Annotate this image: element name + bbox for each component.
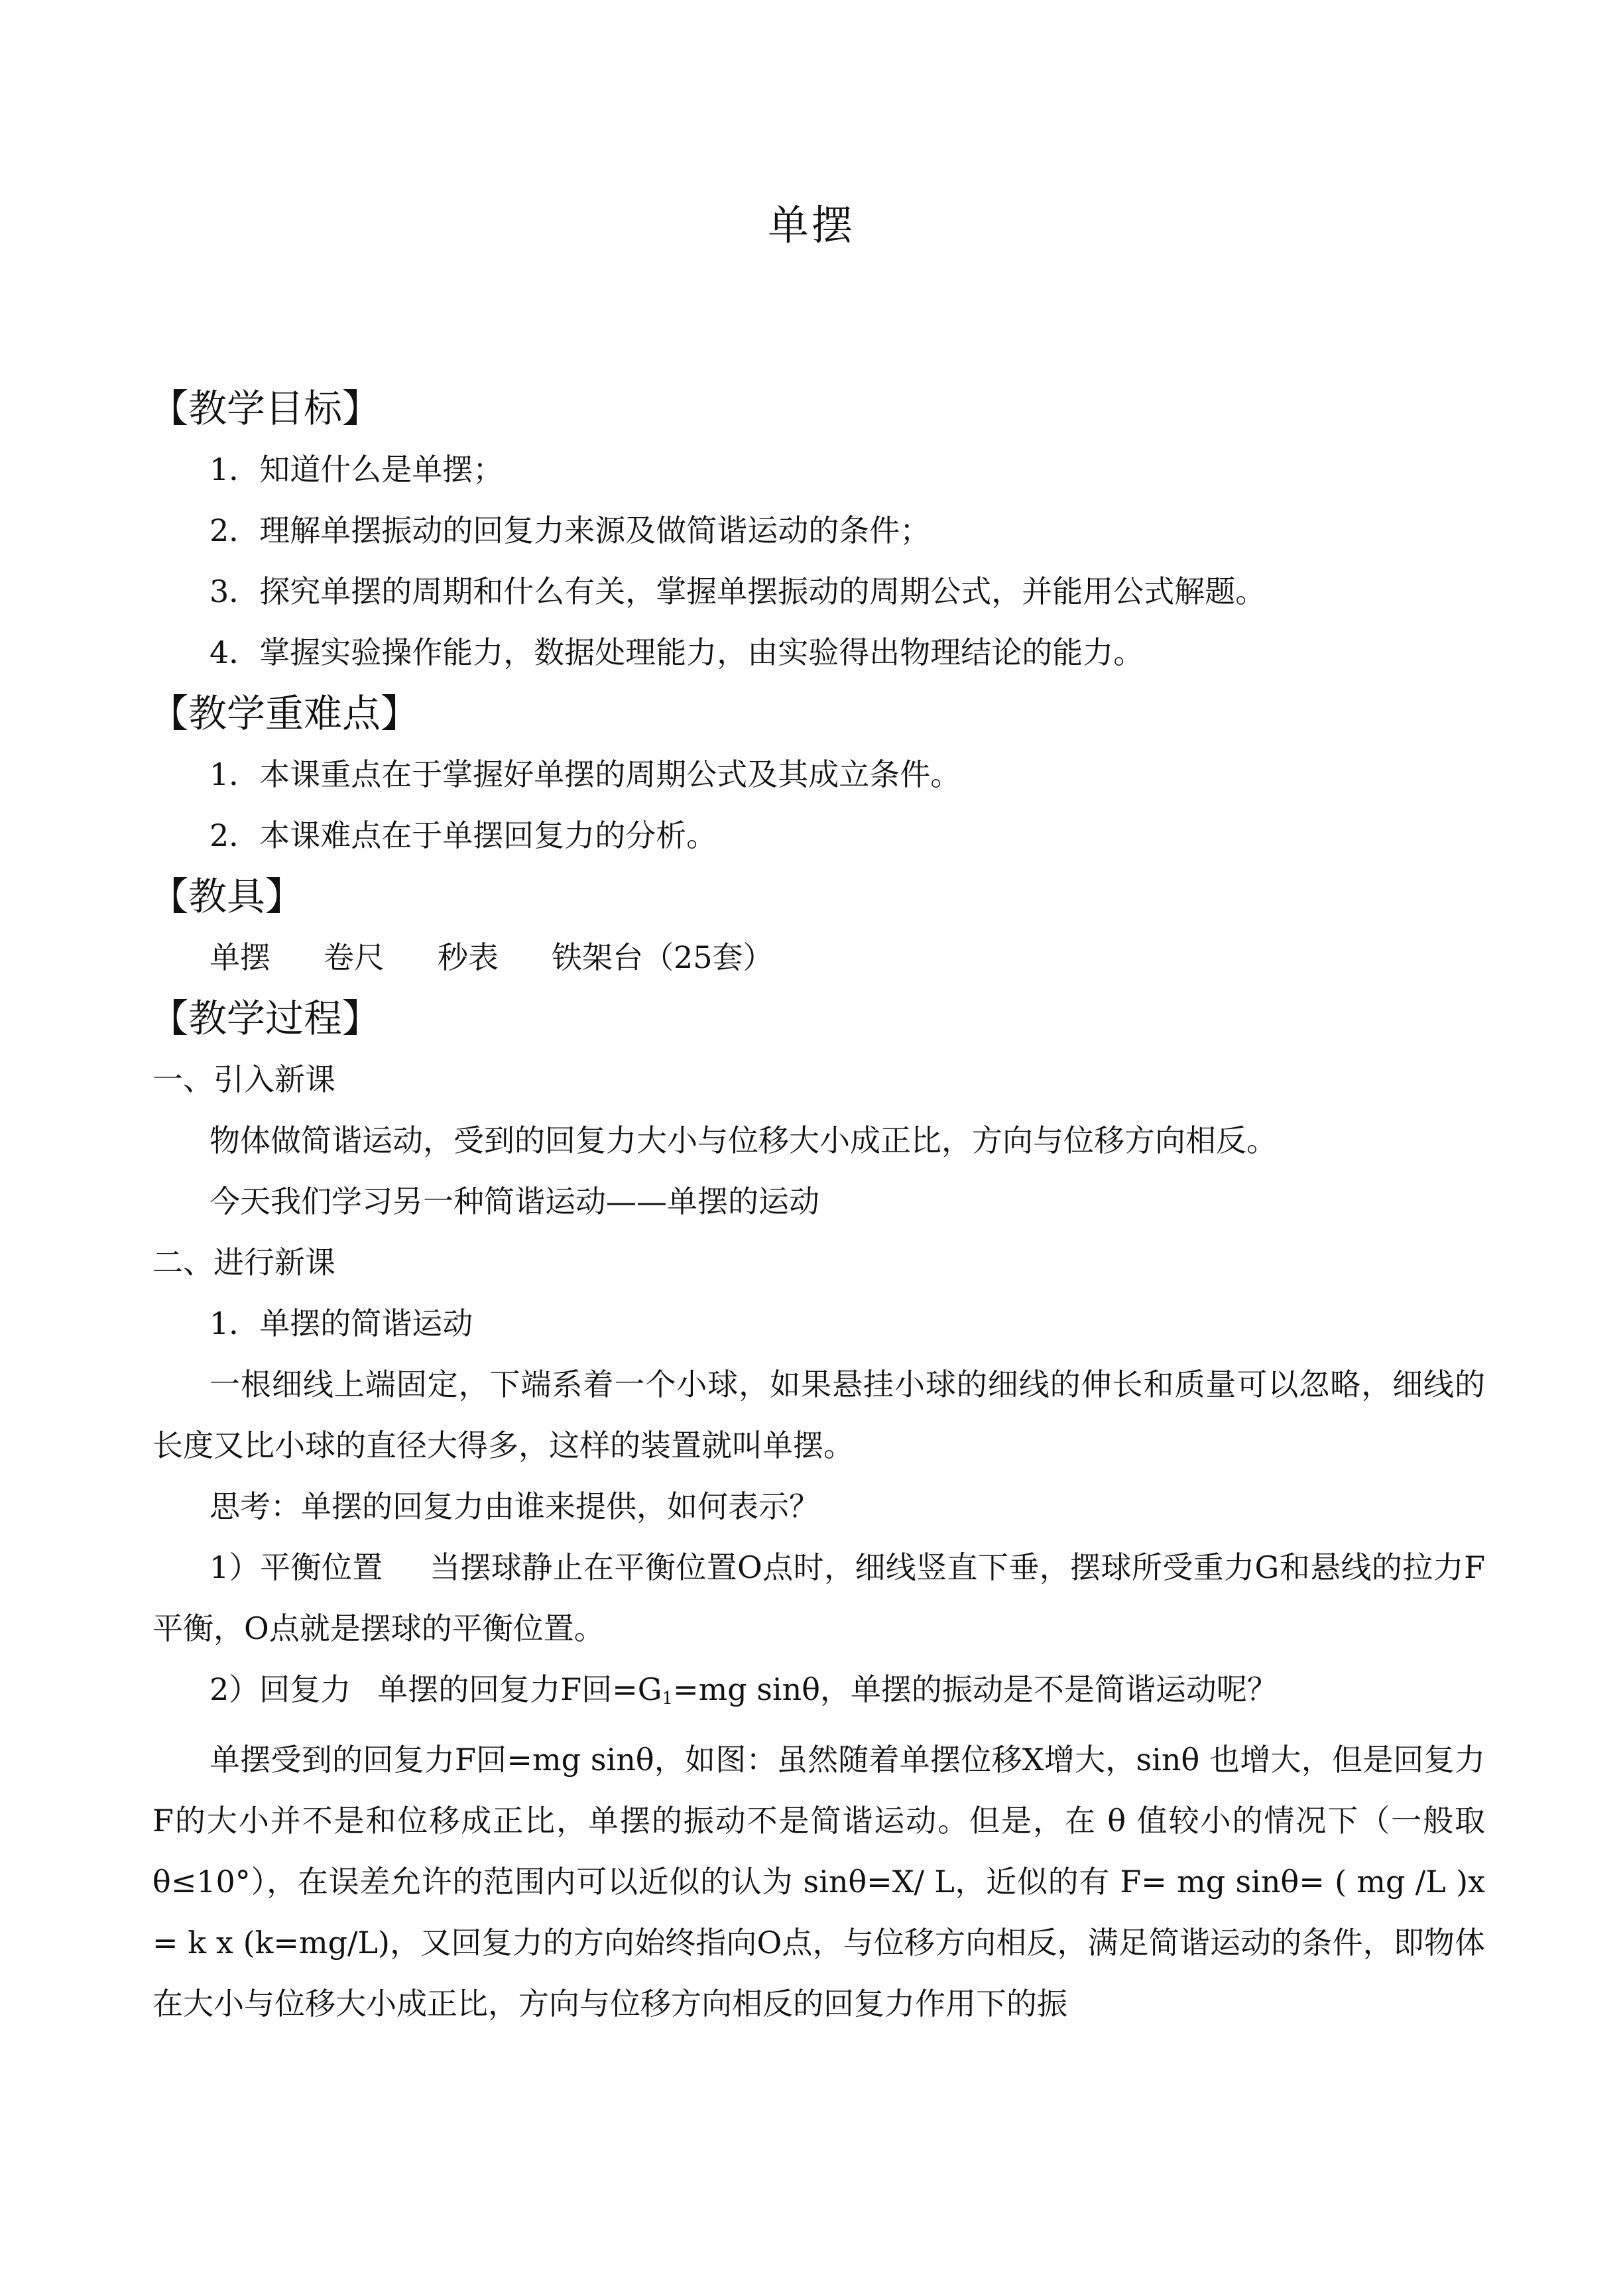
keypoints-heading: 【教学重难点】 — [150, 691, 420, 736]
goal-item: 3．探究单摆的周期和什么有关，掌握单摆振动的周期公式，并能用公式解题。 — [210, 574, 1266, 609]
analysis-paragraph: 单摆受到的回复力F回=mg sinθ，如图：虽然随着单摆位移X增大，sinθ 也增大，但是回复力F的大小并不是和位移成正比，单摆的振动不是简谐运动。但是，在 θ 值较小的情况下（一般取 θ≤10°），在误差允许的范围内可以近似的认为 sinθ=X/ L，近似的有 F= mg sinθ= ( mg /L )x = k x (k=mg/L)，又回复力的方向始终指向O点，与位移方向相反，满足简谐运动的条件，即物体在大小与位移大小成正比，方向与位移方向相反的回复力作用下的振 — [152, 1742, 1485, 2022]
restoring-line — [152, 1659, 1485, 1729]
sub1-title: 1．单摆的简谐运动 — [210, 1305, 473, 1341]
question-line: 思考：单摆的回复力由谁来提供，如何表示？ — [210, 1488, 819, 1524]
process-heading: 【教学过程】 — [150, 996, 381, 1041]
tools-heading: 【教具】 — [150, 874, 304, 919]
restoring-label: 2）回复力 — [210, 1671, 351, 1707]
keypoint-item: 1．本课重点在于掌握好单摆的周期公式及其成立条件。 — [210, 756, 961, 792]
part2-title: 二、进行新课 — [152, 1244, 335, 1280]
definition-paragraph: 一根细线上端固定，下端系着一个小球，如果悬挂小球的细线的伸长和质量可以忽略，细线的长度又比小球的直径大得多，这样的装置就叫单摆。 — [152, 1366, 1485, 1463]
goal-item: 4．掌握实验操作能力，数据处理能力，由实验得出物理结论的能力。 — [210, 634, 1144, 670]
tool-item: 铁架台（25套） — [552, 939, 774, 975]
restoring-subscript: 1 — [662, 1689, 674, 1709]
tools-list — [152, 927, 1485, 988]
part1-line: 物体做简谐运动，受到的回复力大小与位移大小成正比，方向与位移方向相反。 — [210, 1122, 1277, 1158]
tool-item: 秒表 — [438, 939, 499, 975]
restoring-post: =mg sinθ，单摆的振动是不是简谐运动呢？ — [673, 1671, 1278, 1707]
balance-paragraph — [152, 1537, 1485, 1659]
goal-item: 1．知道什么是单摆； — [210, 452, 504, 487]
tool-item: 单摆 — [210, 939, 270, 975]
document-body — [152, 378, 1485, 2034]
restoring-pre: 单摆的回复力F回=G — [377, 1671, 662, 1707]
tool-item: 卷尺 — [324, 939, 385, 975]
keypoint-item: 2．本课难点在于单摆回复力的分析。 — [210, 817, 717, 853]
page-title: 单摆 — [767, 201, 855, 249]
balance-label: 1）平衡位置 — [210, 1549, 383, 1585]
part1-line: 今天我们学习另一种简谐运动——单摆的运动 — [210, 1183, 819, 1219]
balance-text: 当摆球静止在平衡位置O点时，细线竖直下垂，摆球所受重力G和悬线的拉力F平衡，O点就是摆球的平衡位置。 — [152, 1549, 1485, 1646]
part1-title: 一、引入新课 — [152, 1061, 335, 1097]
goals-heading: 【教学目标】 — [150, 386, 381, 431]
goal-item: 2．理解单摆振动的回复力来源及做简谐运动的条件； — [210, 513, 931, 548]
